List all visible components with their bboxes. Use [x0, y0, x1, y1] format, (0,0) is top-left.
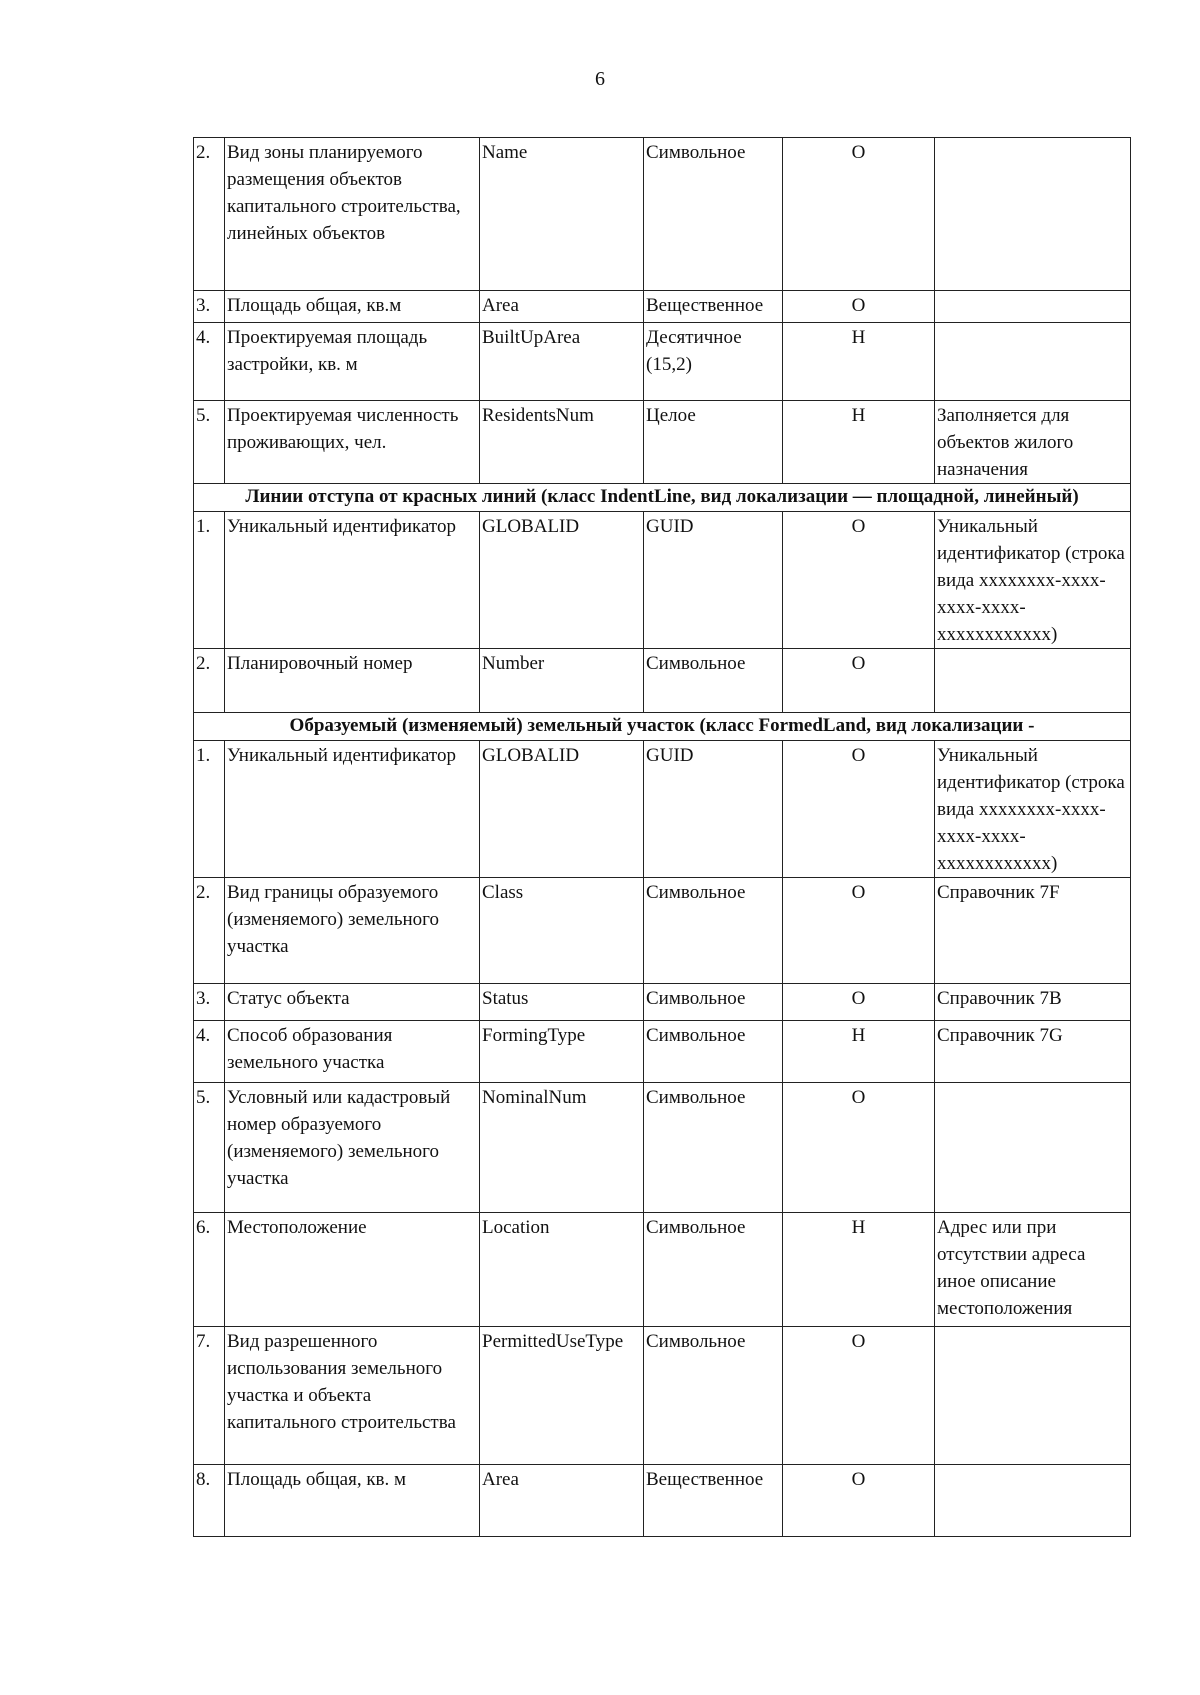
attribute-note — [935, 138, 1131, 291]
row-number: 1. — [194, 512, 225, 649]
attribute-name: Площадь общая, кв. м — [225, 1465, 480, 1537]
attribute-note — [935, 1465, 1131, 1537]
attribute-code: GLOBALID — [480, 741, 644, 878]
table-row — [194, 291, 1131, 323]
attribute-code: BuiltUpArea — [480, 323, 644, 401]
section-title-formed-land: Образуемый (изменяемый) земельный участок (класс FormedLand, вид локализации - — [194, 713, 1131, 741]
attribute-name: Проектируемая численность проживающих, чел. — [225, 401, 480, 484]
row-number: 1. — [194, 741, 225, 878]
attribute-code: Name — [480, 138, 644, 291]
attribute-requirement: Н — [783, 323, 935, 401]
attribute-note — [935, 323, 1131, 401]
section-header-row — [194, 484, 1131, 512]
attribute-requirement: О — [783, 1327, 935, 1465]
attribute-requirement: О — [783, 1083, 935, 1213]
section-title-indent-line: Линии отступа от красных линий (класс IndentLine, вид локализации — площадной, линейный) — [194, 484, 1131, 512]
attribute-type: Символьное — [644, 1213, 783, 1327]
attribute-note: Справочник 7B — [935, 984, 1131, 1021]
row-number: 4. — [194, 1021, 225, 1083]
attribute-name: Местоположение — [225, 1213, 480, 1327]
row-number: 6. — [194, 1213, 225, 1327]
attribute-type: GUID — [644, 741, 783, 878]
attribute-type: Символьное — [644, 1083, 783, 1213]
attribute-name: Планировочный номер — [225, 649, 480, 713]
attribute-type: Десятичное (15,2) — [644, 323, 783, 401]
attribute-name: Уникальный идентификатор — [225, 741, 480, 878]
row-number: 7. — [194, 1327, 225, 1465]
attribute-note — [935, 1327, 1131, 1465]
table-row — [194, 984, 1131, 1021]
row-number: 8. — [194, 1465, 225, 1537]
attribute-type: Символьное — [644, 138, 783, 291]
attribute-requirement: О — [783, 984, 935, 1021]
attribute-code: Class — [480, 878, 644, 984]
attribute-note: Уникальный идентификатор (строка вида xxxxxxxx-xxxx-xxxx-xxxx-xxxxxxxxxxxx) — [935, 512, 1131, 649]
attribute-type: Символьное — [644, 1021, 783, 1083]
table-row — [194, 138, 1131, 291]
attribute-name: Условный или кадастровый номер образуемого (изменяемого) земельного участка — [225, 1083, 480, 1213]
row-number: 2. — [194, 878, 225, 984]
attribute-type: Целое — [644, 401, 783, 484]
attribute-name: Уникальный идентификатор — [225, 512, 480, 649]
attribute-code: NominalNum — [480, 1083, 644, 1213]
attribute-type: Вещественное — [644, 291, 783, 323]
table-row — [194, 512, 1131, 649]
attribute-requirement: Н — [783, 1021, 935, 1083]
row-number: 3. — [194, 984, 225, 1021]
attribute-requirement: О — [783, 649, 935, 713]
attribute-code: PermittedUseType — [480, 1327, 644, 1465]
row-number: 2. — [194, 138, 225, 291]
attribute-code: Location — [480, 1213, 644, 1327]
attribute-note — [935, 291, 1131, 323]
attribute-note — [935, 1083, 1131, 1213]
table-row — [194, 401, 1131, 484]
table-row — [194, 1327, 1131, 1465]
attribute-name: Площадь общая, кв.м — [225, 291, 480, 323]
row-number: 5. — [194, 401, 225, 484]
attribute-type: Символьное — [644, 984, 783, 1021]
attribute-requirement: Н — [783, 401, 935, 484]
attribute-code: ResidentsNum — [480, 401, 644, 484]
attribute-type: GUID — [644, 512, 783, 649]
attribute-name: Вид зоны планируемого размещения объектов капитального строительства, линейных объектов — [225, 138, 480, 291]
row-number: 4. — [194, 323, 225, 401]
page-number: 6 — [595, 68, 605, 90]
table-row — [194, 1021, 1131, 1083]
attribute-type: Символьное — [644, 649, 783, 713]
section-header-row — [194, 713, 1131, 741]
table-row — [194, 323, 1131, 401]
table-row — [194, 1083, 1131, 1213]
attribute-code: Area — [480, 1465, 644, 1537]
attribute-requirement: Н — [783, 1213, 935, 1327]
table-row — [194, 1465, 1131, 1537]
attribute-type: Символьное — [644, 1327, 783, 1465]
attribute-name: Проектируемая площадь застройки, кв. м — [225, 323, 480, 401]
attribute-requirement: О — [783, 512, 935, 649]
table-row — [194, 878, 1131, 984]
attribute-requirement: О — [783, 741, 935, 878]
attribute-requirement: О — [783, 291, 935, 323]
attribute-name: Статус объекта — [225, 984, 480, 1021]
attribute-code: FormingType — [480, 1021, 644, 1083]
attribute-requirement: О — [783, 138, 935, 291]
attribute-code: Number — [480, 649, 644, 713]
attribute-requirement: О — [783, 1465, 935, 1537]
attribute-note: Адрес или при отсутствии адреса иное описание местоположения — [935, 1213, 1131, 1327]
attribute-type: Вещественное — [644, 1465, 783, 1537]
attribute-table — [193, 137, 1131, 1537]
attribute-code: Status — [480, 984, 644, 1021]
row-number: 5. — [194, 1083, 225, 1213]
table-row — [194, 649, 1131, 713]
attribute-name: Вид разрешенного использования земельного участка и объекта капитального строительства — [225, 1327, 480, 1465]
attribute-code: Area — [480, 291, 644, 323]
attribute-name: Вид границы образуемого (изменяемого) земельного участка — [225, 878, 480, 984]
attribute-note: Уникальный идентификатор (строка вида xxxxxxxx-xxxx-xxxx-xxxx-xxxxxxxxxxxx) — [935, 741, 1131, 878]
attribute-note: Заполняется для объектов жилого назначения — [935, 401, 1131, 484]
row-number: 2. — [194, 649, 225, 713]
attribute-note: Справочник 7F — [935, 878, 1131, 984]
attribute-note: Справочник 7G — [935, 1021, 1131, 1083]
attribute-name: Способ образования земельного участка — [225, 1021, 480, 1083]
table-row — [194, 741, 1131, 878]
attribute-note — [935, 649, 1131, 713]
attribute-code: GLOBALID — [480, 512, 644, 649]
table-row — [194, 1213, 1131, 1327]
row-number: 3. — [194, 291, 225, 323]
attribute-type: Символьное — [644, 878, 783, 984]
attribute-requirement: О — [783, 878, 935, 984]
